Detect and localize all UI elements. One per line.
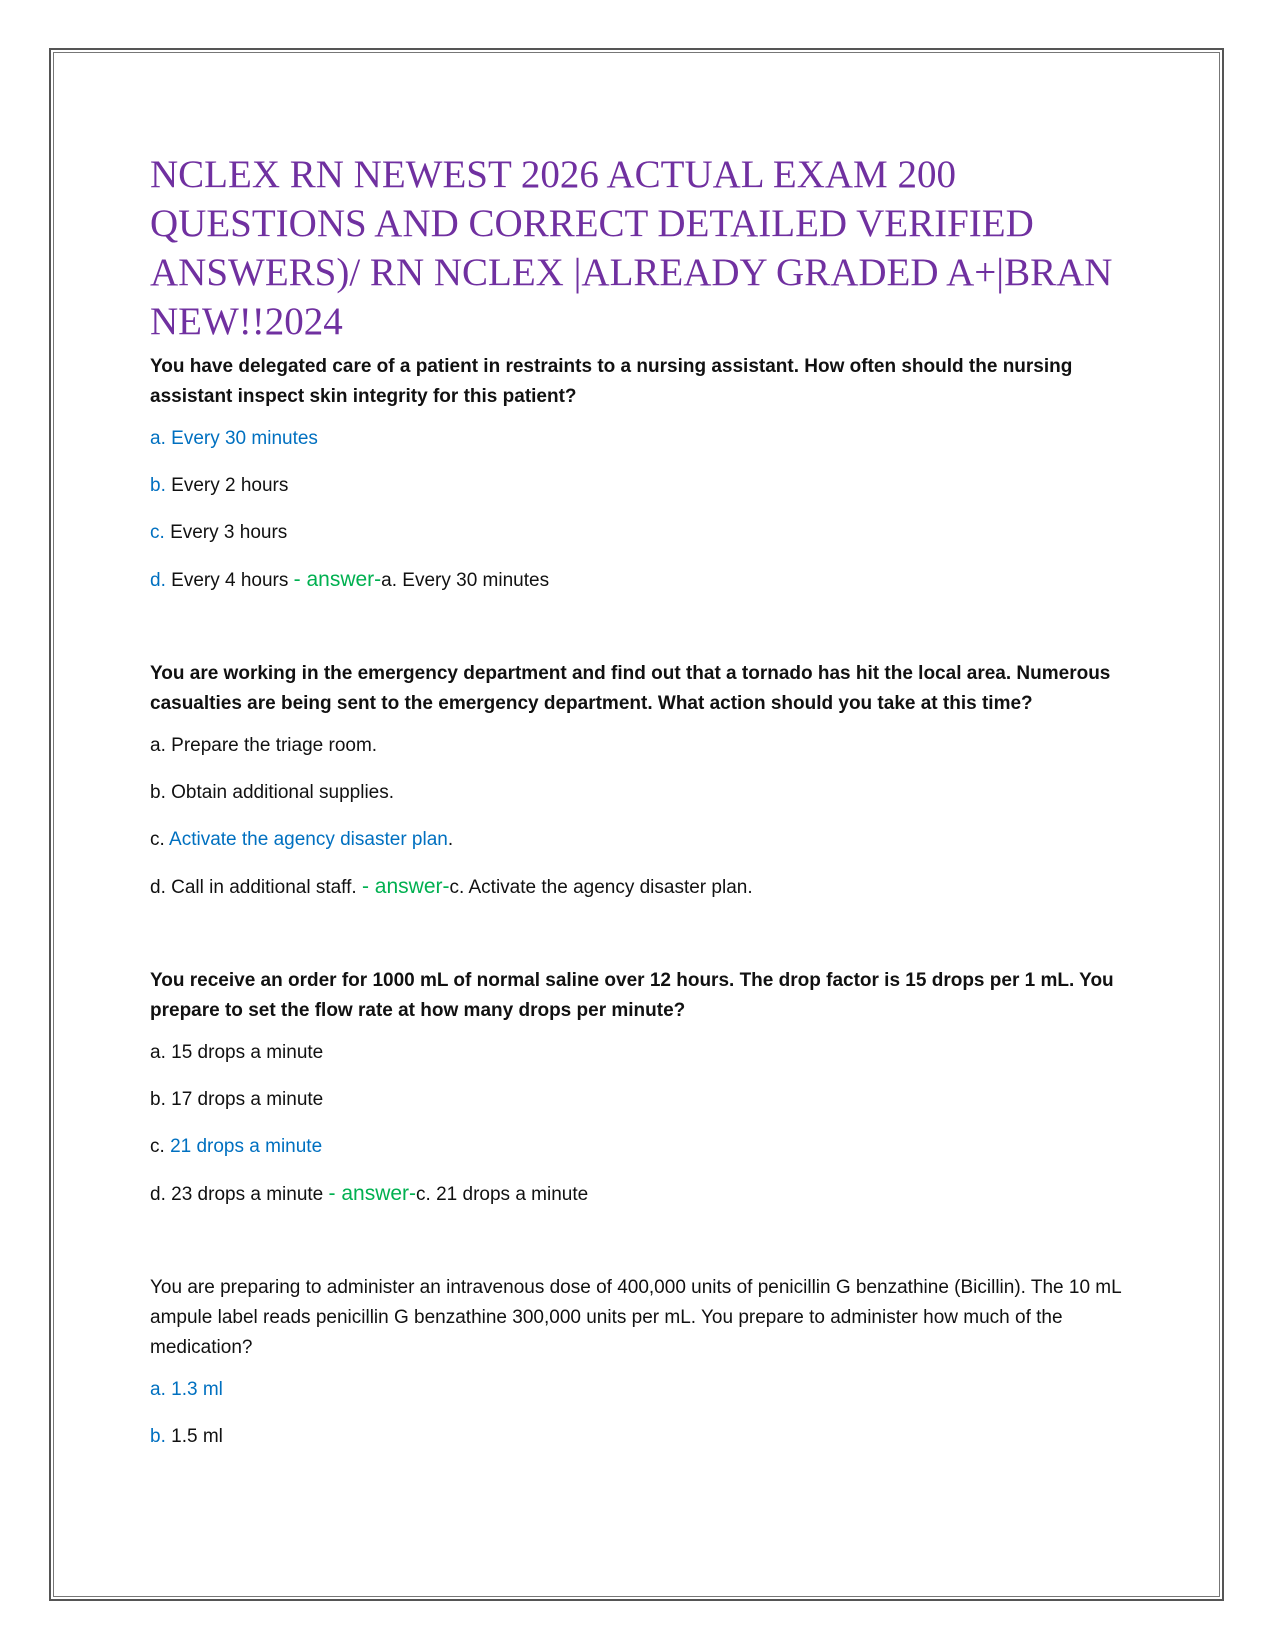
option-letter: a.	[150, 735, 166, 756]
option-letter: c.	[150, 522, 165, 543]
question-text: You receive an order for 1000 mL of normal saline over 12 hours. The drop factor is 15 drops per 1 mL. You prepare to set the flow rate at how many drops per minute?	[150, 970, 1114, 1021]
option-text: 15 drops a minute	[171, 1042, 324, 1063]
option-text: Call in additional staff.	[171, 877, 362, 898]
option-b	[150, 780, 1140, 806]
option-letter: c.	[150, 1136, 165, 1157]
answer-marker: - answer-	[328, 1182, 417, 1205]
answer-marker: - answer-	[293, 568, 382, 591]
option-letter: b.	[150, 1089, 166, 1110]
option-b	[150, 1424, 1140, 1450]
question-text: You have delegated care of a patient in restraints to a nursing assistant. How often should the nursing assistant inspect skin integrity for this patient?	[150, 356, 1073, 407]
question-3	[150, 966, 1140, 1208]
question-separator	[150, 922, 1140, 966]
answer-marker: - answer-	[361, 875, 450, 898]
question-4	[150, 1273, 1140, 1450]
option-letter: c.	[150, 829, 165, 850]
option-text: Every 2 hours	[171, 475, 289, 496]
option-text: 1.3 ml	[171, 1379, 223, 1400]
option-text: Every 3 hours	[170, 522, 288, 543]
answer-text: c. Activate the agency disaster plan.	[449, 877, 753, 898]
question-separator	[150, 1229, 1140, 1273]
question-text: You are working in the emergency department and find out that a tornado has hit the local area. Numerous casualties are being sent to the emergency department. What action should you take at this time?	[150, 663, 1111, 714]
option-a	[150, 1377, 1140, 1403]
option-a	[150, 426, 1140, 452]
option-a	[150, 733, 1140, 759]
option-letter: d.	[150, 570, 166, 591]
option-text: 1.5 ml	[171, 1426, 223, 1447]
question-separator	[150, 615, 1140, 659]
option-d	[150, 874, 1140, 901]
question-1	[150, 352, 1140, 594]
option-suffix: .	[447, 829, 454, 850]
option-text: Prepare the triage room.	[171, 735, 378, 756]
document-title: NCLEX RN NEWEST 2026 ACTUAL EXAM 200 QUESTIONS AND CORRECT DETAILED VERIFIED ANSWERS)/ RN NCLEX |ALREADY GRADED A+|BRAN NEW!!2024	[150, 153, 1113, 343]
option-c	[150, 1134, 1140, 1160]
option-letter: a.	[150, 428, 166, 449]
option-text: 21 drops a minute	[170, 1136, 323, 1157]
option-text: Every 30 minutes	[171, 428, 318, 449]
answer-text: a. Every 30 minutes	[381, 570, 550, 591]
question-text: You are preparing to administer an intravenous dose of 400,000 units of penicillin G benzathine (Bicillin). The 10 mL ampule label reads penicillin G benzathine 300,000 units per mL. You prepare to administer how much of the medication?	[150, 1277, 1121, 1358]
option-text: Every 4 hours	[171, 570, 294, 591]
option-letter: b.	[150, 475, 166, 496]
option-letter: a.	[150, 1042, 166, 1063]
option-b	[150, 1087, 1140, 1113]
option-letter: d.	[150, 877, 166, 898]
option-text: 23 drops a minute	[171, 1184, 329, 1205]
option-letter: b.	[150, 1426, 166, 1447]
option-text: Activate the agency disaster plan	[169, 829, 448, 850]
option-text: 17 drops a minute	[171, 1089, 324, 1110]
option-c	[150, 827, 1140, 853]
answer-text: c. 21 drops a minute	[416, 1184, 589, 1205]
option-d	[150, 1181, 1140, 1208]
option-a	[150, 1040, 1140, 1066]
option-letter: d.	[150, 1184, 166, 1205]
option-text: Obtain additional supplies.	[171, 782, 395, 803]
option-letter: a.	[150, 1379, 166, 1400]
option-d	[150, 567, 1140, 594]
option-c	[150, 520, 1140, 546]
option-b	[150, 473, 1140, 499]
question-2	[150, 659, 1140, 901]
option-letter: b.	[150, 782, 166, 803]
document-content	[150, 150, 1140, 1471]
